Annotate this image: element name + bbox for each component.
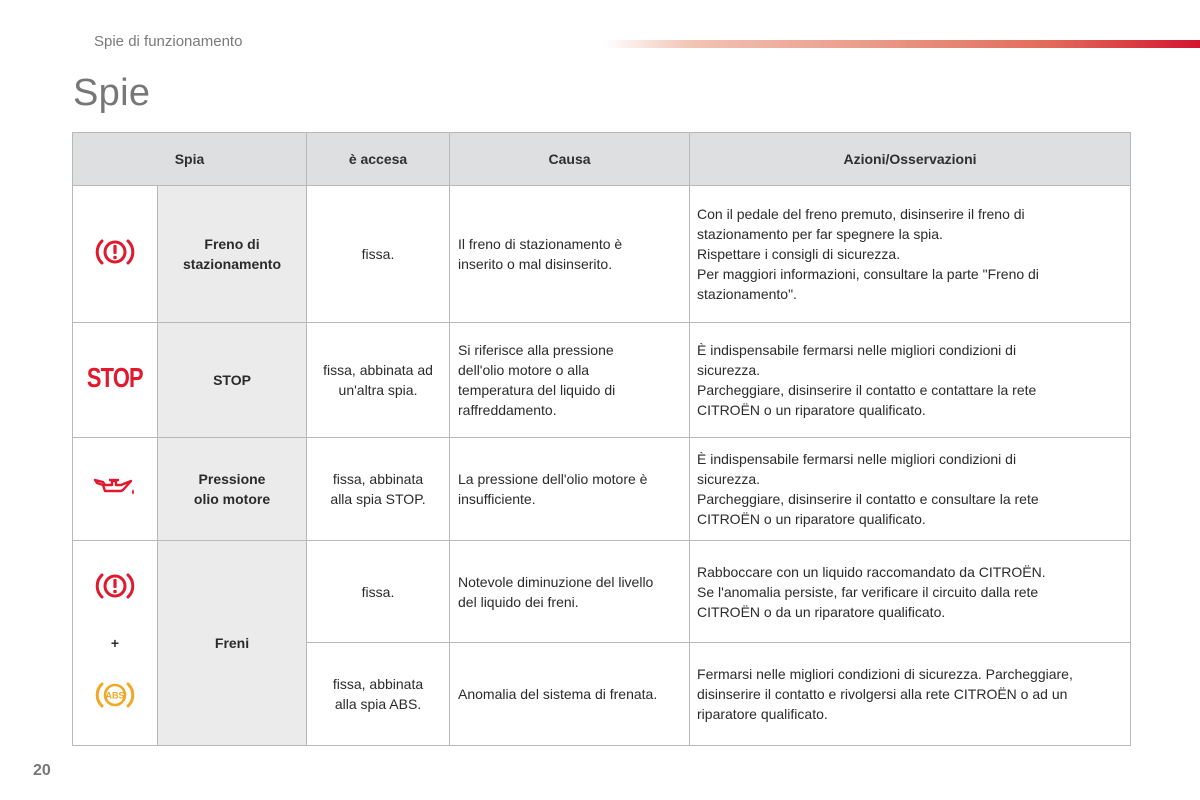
- stop-icon: STOP: [87, 362, 143, 393]
- column-header-causa: Causa: [450, 133, 690, 186]
- icon-cell: [73, 541, 158, 746]
- light-name: Pressione olio motore: [158, 438, 307, 541]
- header-accent-bar: [604, 40, 1200, 48]
- light-cause: Il freno di stazionamento è inserito o mal disinserito.: [450, 186, 690, 323]
- light-cause: Si riferisce alla pressione dell'olio motore o alla temperatura del liquido di raffreddamento.: [450, 323, 690, 438]
- light-actions: Fermarsi nelle migliori condizioni di sicurezza. Parcheggiare, disinserire il contatto e rivolgersi alla rete CITROËN o ad un riparatore qualificato.: [690, 643, 1131, 746]
- table-row: [73, 438, 1131, 541]
- table-row: [73, 323, 1131, 438]
- table-row: [73, 541, 1131, 643]
- light-state: fissa, abbinata alla spia ABS.: [307, 643, 450, 746]
- light-actions: Con il pedale del freno premuto, disinserire il freno di stazionamento per far spegnere la spia. Rispettare i consigli di sicurezza. Per maggiori informazioni, consultare la parte "Freno di stazionamento".: [690, 186, 1131, 323]
- light-cause: Anomalia del sistema di frenata.: [450, 643, 690, 746]
- icon-cell: [73, 323, 158, 438]
- brake-warning-icon: [74, 570, 156, 607]
- column-header-azioni: Azioni/Osservazioni: [690, 133, 1131, 186]
- light-actions: È indispensabile fermarsi nelle migliori condizioni di sicurezza. Parcheggiare, disinserire il contatto e consultare la rete CITROËN o un riparatore qualificato.: [690, 438, 1131, 541]
- warning-lights-table: [72, 132, 1131, 746]
- column-header-accesa: è accesa: [307, 133, 450, 186]
- light-state: fissa, abbinata ad un'altra spia.: [307, 323, 450, 438]
- icon-cell: [73, 186, 158, 323]
- brake-warning-icon: [95, 255, 135, 271]
- light-actions: È indispensabile fermarsi nelle migliori condizioni di sicurezza. Parcheggiare, disinserire il contatto e contattare la rete CITROËN o un riparatore qualificato.: [690, 323, 1131, 438]
- page-number: 20: [33, 762, 51, 779]
- light-state: fissa, abbinata alla spia STOP.: [307, 438, 450, 541]
- section-label: Spie di funzionamento: [94, 33, 243, 50]
- light-cause: Notevole diminuzione del livello del liquido dei freni.: [450, 541, 690, 643]
- page-title: Spie: [73, 72, 151, 114]
- table-header-row: [73, 133, 1131, 186]
- light-state: fissa.: [307, 186, 450, 323]
- light-actions: Rabboccare con un liquido raccomandato da CITROËN. Se l'anomalia persiste, far verificare il circuito dalla rete CITROËN o da un riparatore qualificato.: [690, 541, 1131, 643]
- table-row: [73, 186, 1131, 323]
- light-name: Freni: [158, 541, 307, 746]
- svg-text:ABS: ABS: [105, 690, 125, 701]
- oil-pressure-icon: [93, 485, 137, 501]
- abs-icon: [74, 679, 156, 716]
- column-header-spia: Spia: [73, 133, 307, 186]
- light-cause: La pressione dell'olio motore è insufficiente.: [450, 438, 690, 541]
- plus-sign: +: [110, 635, 120, 651]
- light-name: Freno di stazionamento: [158, 186, 307, 323]
- light-state: fissa.: [307, 541, 450, 643]
- icon-cell: [73, 438, 158, 541]
- light-name: STOP: [158, 323, 307, 438]
